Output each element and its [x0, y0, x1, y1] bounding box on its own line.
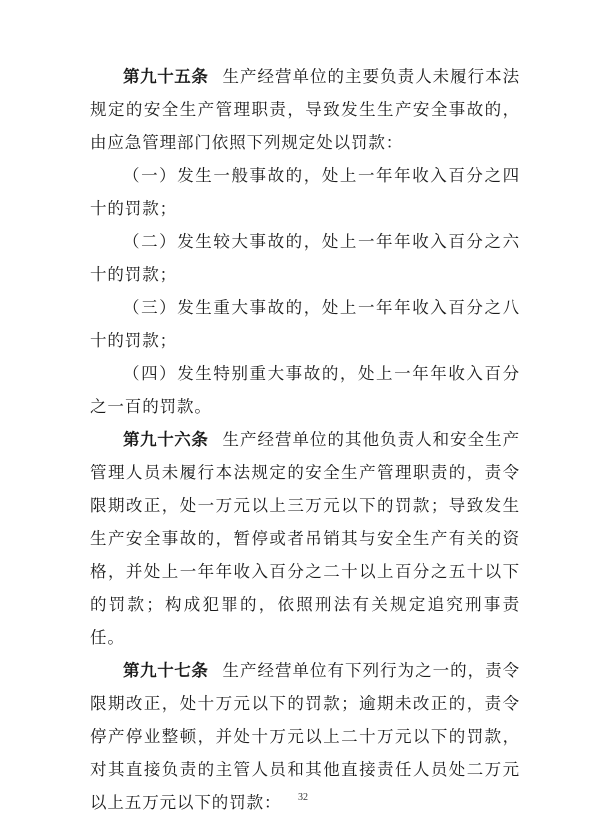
article-96	[90, 423, 520, 654]
article-96-title: 第九十六条	[123, 430, 209, 449]
article-95-item-3: （三）发生重大事故的，处上一年年收入百分之八十的罚款；	[90, 298, 520, 350]
article-95-item-1: （一）发生一般事故的，处上一年年收入百分之四十的罚款；	[90, 166, 520, 218]
article-97-body: 生产经营单位有下列行为之一的，责令限期改正，处十万元以下的罚款；逾期未改正的，责令停产停业整顿，并处十万元以上二十万元以下的罚款，对其直接负责的主管人员和其他直接责任人员处二万元以上五万元以下的罚款：	[90, 661, 520, 812]
article-95-body: 生产经营单位的主要负责人未履行本法规定的安全生产管理职责，导致发生生产安全事故的，由应急管理部门依照下列规定处以罚款：	[90, 67, 520, 152]
article-95	[90, 60, 520, 159]
page-number: 32	[298, 792, 308, 803]
article-95-title: 第九十五条	[123, 67, 209, 86]
article-97-title: 第九十七条	[123, 661, 209, 680]
article-96-body: 生产经营单位的其他负责人和安全生产管理人员未履行本法规定的安全生产管理职责的，责令限期改正，处一万元以上三万元以下的罚款；导致发生生产安全事故的，暂停或者吊销其与安全生产有关的资格，并处上一年年收入百分之二十以上百分之五十以下的罚款；构成犯罪的，依照刑法有关规定追究刑事责任。	[90, 430, 520, 647]
article-95-item-4: （四）发生特别重大事故的，处上一年年收入百分之一百的罚款。	[90, 364, 520, 416]
article-95-item-2: （二）发生较大事故的，处上一年年收入百分之六十的罚款；	[90, 232, 520, 284]
document-page	[90, 60, 520, 819]
